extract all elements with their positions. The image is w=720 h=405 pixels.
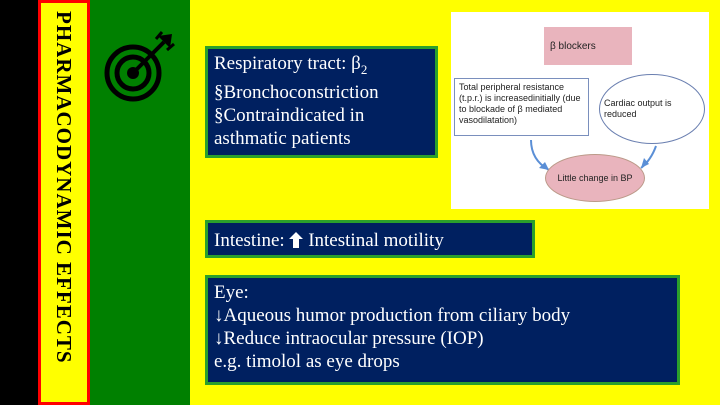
eye-box (205, 275, 680, 385)
left-black-strip (0, 0, 38, 405)
up-arrow-icon (289, 232, 303, 248)
respiratory-box (205, 46, 438, 158)
intestine-suffix: Intestinal motility (308, 230, 444, 251)
eye-line-1: Eye: (214, 282, 249, 303)
respiratory-line-4: asthmatic patients (214, 127, 351, 149)
beta-blocker-diagram (451, 12, 709, 209)
eye-line-4: e.g. timolol as eye drops (214, 351, 400, 372)
intestine-prefix: Intestine: (214, 230, 290, 251)
target-with-arrow-icon (100, 30, 176, 106)
diagram-node-beta-blockers: β blockers (544, 27, 632, 65)
intestine-line (214, 229, 526, 252)
intestine-box (205, 220, 535, 258)
respiratory-line-3: §Contraindicated in (214, 104, 365, 126)
diagram-node-cardiac-output: Cardiac output is reduced (599, 74, 705, 144)
respiratory-line-2: §Bronchoconstriction (214, 81, 379, 103)
diagram-node-tpr: Total peripheral resistance (t.p.r.) is increasedinitially (due to blockade of β mediated vasodilatation) (454, 78, 589, 136)
eye-line-3: ↓Reduce intraocular pressure (IOP) (214, 328, 484, 349)
vertical-title-box (38, 0, 90, 405)
diagram-node-bp: Little change in BP (545, 154, 645, 202)
vertical-title: PHARMACODYNAMIC EFFECTS (52, 11, 76, 364)
respiratory-line-1: Respiratory tract: $\beta_2$ (214, 53, 368, 77)
eye-line-2: ↓Aqueous humor production from ciliary body (214, 305, 571, 326)
